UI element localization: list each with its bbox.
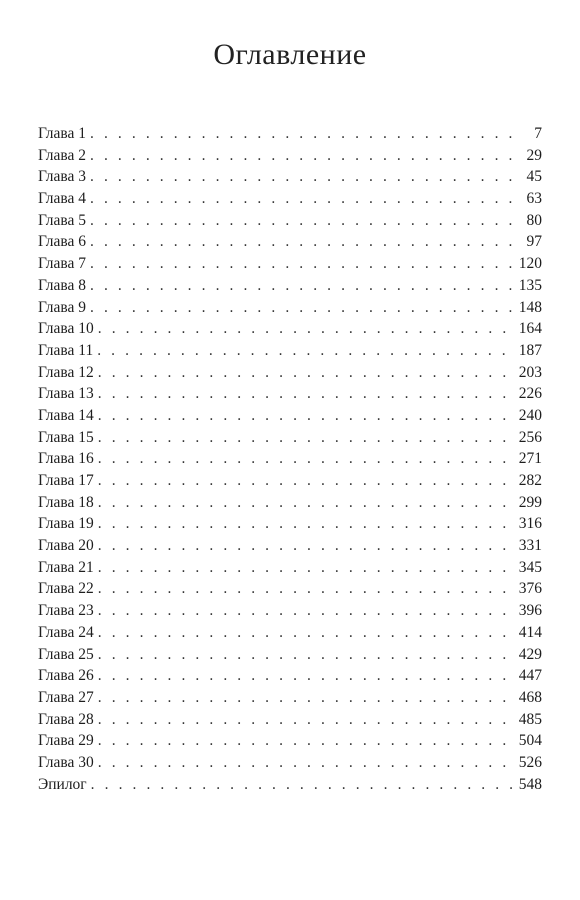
toc-entry [38,405,542,427]
toc-entry-label: Глава 8 [38,276,87,294]
toc-entry-label: Глава 9 [38,298,87,316]
toc-entry [38,752,542,774]
toc-entry [38,513,542,535]
dot-leader [98,730,515,752]
toc-entry [38,210,542,232]
toc-entry-label: Глава 27 [38,688,94,706]
dot-leader [98,492,515,514]
toc-entry-page-number: 316 [518,515,542,533]
toc-entry-label: Глава 19 [38,515,94,533]
dot-leader [90,275,515,297]
toc-entry-page-number: 468 [518,688,542,706]
toc-entry-page-number: 187 [518,341,542,359]
toc-entry-page-number: 396 [518,602,542,620]
toc-entry-page-number: 120 [518,255,542,273]
toc-entry [38,145,542,167]
toc-entry-page-number: 45 [526,168,542,186]
toc-entry-page-number: 226 [518,385,542,403]
toc-entry-label: Глава 4 [38,190,87,208]
toc-entry-page-number: 256 [518,428,542,446]
toc-entry [38,427,542,449]
toc-entry-page-number: 240 [518,406,542,424]
toc-entry [38,492,542,514]
toc-entry [38,383,542,405]
toc-entry-page-number: 29 [526,146,542,164]
toc-entry-page-number: 7 [534,125,542,142]
toc-entry [38,622,542,644]
table-of-contents [38,123,542,795]
toc-entry-label: Глава 1 [38,125,87,142]
toc-entry [38,318,542,340]
dot-leader [98,600,515,622]
toc-entry-label: Глава 3 [38,168,87,186]
page-title: Оглавление [213,38,367,71]
toc-entry-label: Глава 29 [38,732,94,750]
toc-entry-label: Глава 13 [38,385,94,403]
dot-leader [98,687,515,709]
dot-leader [98,383,515,405]
toc-entry-page-number: 376 [518,580,542,598]
toc-entry [38,231,542,253]
toc-entry-label: Глава 25 [38,645,94,663]
dot-leader [90,231,516,253]
toc-entry-page-number: 447 [518,667,542,685]
dot-leader [98,557,515,579]
dot-leader [98,665,515,687]
toc-entry-label: Глава 6 [38,233,87,251]
toc-entry-label: Глава 17 [38,472,94,489]
toc-entry [38,362,542,384]
toc-entry-page-number: 331 [518,537,542,555]
toc-entry [38,166,542,188]
dot-leader [90,145,516,167]
dot-leader [90,188,516,210]
toc-entry [38,665,542,687]
toc-entry-label: Эпилог [38,775,87,793]
toc-entry-page-number: 345 [518,558,542,576]
toc-entry-page-number: 63 [526,190,542,208]
toc-entry-label: Глава 18 [38,493,94,511]
dot-leader [90,123,516,145]
dot-leader [98,405,515,427]
toc-entry [38,535,542,557]
toc-entry [38,297,542,319]
toc-entry [38,600,542,622]
toc-entry [38,470,542,492]
toc-entry-page-number: 485 [518,710,542,728]
toc-entry-label: Глава 10 [38,320,94,338]
toc-entry-label: Глава 20 [38,537,94,555]
dot-leader [98,448,515,470]
toc-entry [38,644,542,666]
dot-leader [90,297,515,319]
dot-leader [91,774,515,796]
toc-entry-page-number: 203 [518,363,542,381]
toc-entry [38,709,542,731]
toc-entry [38,123,542,145]
toc-entry [38,557,542,579]
toc-entry [38,253,542,275]
toc-entry-label: Глава 28 [38,710,94,728]
toc-entry-label: Глава 15 [38,428,94,446]
dot-leader [98,362,515,384]
dot-leader [98,318,515,340]
toc-entry-label: Глава 7 [38,255,87,273]
toc-entry [38,578,542,600]
toc-entry [38,774,542,796]
dot-leader [98,752,515,774]
toc-entry [38,448,542,470]
toc-entry-page-number: 282 [518,472,542,489]
toc-entry-page-number: 135 [518,276,542,294]
toc-entry-page-number: 548 [518,775,542,793]
dot-leader [97,340,515,362]
toc-entry-label: Глава 5 [38,211,87,229]
dot-leader [98,578,515,600]
toc-entry-label: Глава 24 [38,623,94,641]
dot-leader [98,622,515,644]
toc-entry [38,188,542,210]
toc-entry-label: Глава 11 [38,341,94,359]
toc-entry-label: Глава 12 [38,363,94,381]
toc-entry [38,275,542,297]
toc-entry-page-number: 299 [518,493,542,511]
dot-leader [98,427,515,449]
toc-entry-page-number: 97 [526,233,542,251]
toc-entry [38,340,542,362]
dot-leader [98,513,515,535]
toc-entry [38,730,542,752]
toc-entry-label: Глава 22 [38,580,94,598]
toc-entry-label: Глава 30 [38,753,94,771]
toc-entry-label: Глава 16 [38,450,94,468]
toc-entry-page-number: 164 [518,320,542,338]
toc-entry-label: Глава 2 [38,146,87,164]
toc-entry-page-number: 414 [518,623,542,641]
dot-leader [98,709,515,731]
toc-entry-label: Глава 21 [38,558,94,576]
toc-entry-page-number: 80 [526,211,542,229]
toc-entry-label: Глава 23 [38,602,94,620]
dot-leader [90,166,516,188]
dot-leader [90,210,516,232]
dot-leader [98,535,515,557]
toc-entry [38,687,542,709]
dot-leader [90,253,515,275]
toc-entry-page-number: 526 [518,753,542,771]
dot-leader [98,470,515,492]
toc-entry-page-number: 429 [518,645,542,663]
toc-entry-page-number: 271 [518,450,542,468]
toc-entry-page-number: 148 [518,298,542,316]
dot-leader [98,644,515,666]
toc-entry-page-number: 504 [518,732,542,750]
toc-entry-label: Глава 14 [38,406,94,424]
toc-entry-label: Глава 26 [38,667,94,685]
